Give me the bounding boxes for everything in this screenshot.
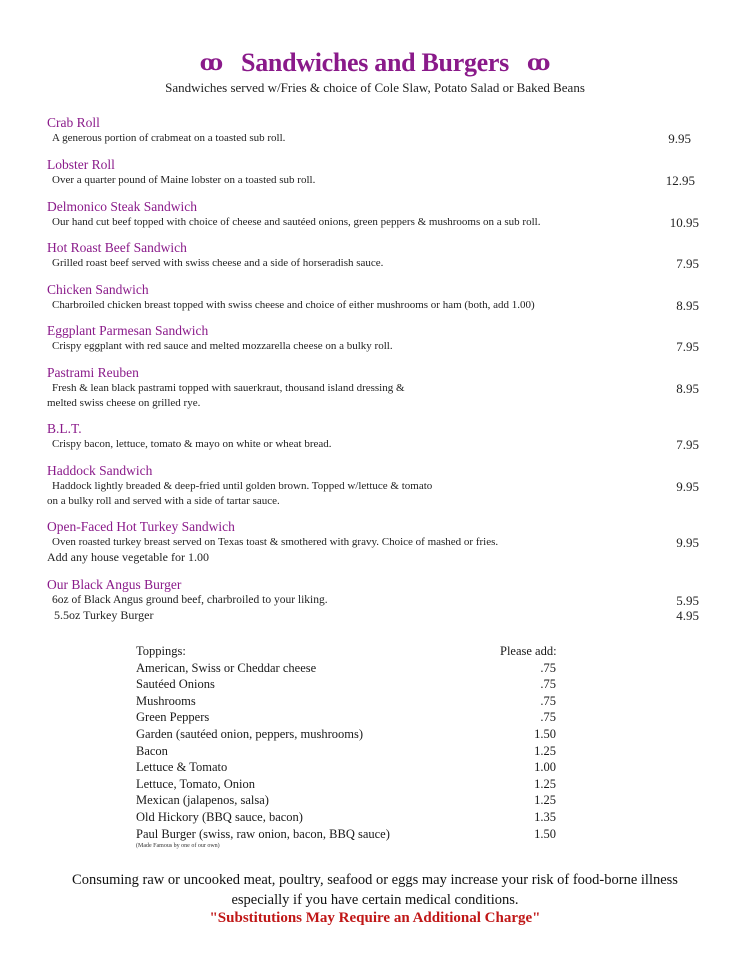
item-description: Grilled roast beef served with swiss cheese and a side of horseradish sauce.	[52, 257, 384, 269]
item-name: Lobster Roll	[47, 157, 115, 172]
item-price: 7.95	[676, 339, 699, 354]
item-description: Fresh & lean black pastrami topped with sauerkraut, thousand island dressing &	[52, 382, 405, 394]
topping-row	[136, 826, 566, 843]
item-description: Crispy eggplant with red sauce and melted mozzarella cheese on a bulky roll.	[52, 340, 393, 352]
item-description: Charbroiled chicken breast topped with swiss cheese and choice of either mushrooms or ham (both, add 1.00)	[52, 299, 535, 311]
menu-item-crab-roll	[47, 115, 707, 146]
topping-row	[136, 709, 566, 726]
topping-price: 1.50	[534, 826, 556, 841]
item-name: Haddock Sandwich	[47, 463, 153, 478]
topping-price: .75	[540, 710, 556, 725]
topping-name: Sautéed Onions	[136, 677, 215, 692]
topping-price: 1.50	[534, 726, 556, 741]
menu-item-haddock-sandwich	[47, 463, 707, 509]
topping-price: .75	[540, 677, 556, 692]
topping-price: 1.00	[534, 760, 556, 775]
item-description: Oven roasted turkey breast served on Texas toast & smothered with gravy. Choice of mashed or fries.	[52, 536, 499, 548]
turkey-burger-name: 5.5oz Turkey Burger	[54, 608, 154, 622]
substitutions-notice: "Substitutions May Require an Additional Charge"	[209, 910, 541, 926]
topping-row	[136, 743, 566, 760]
topping-name: Green Peppers	[136, 710, 210, 725]
topping-row	[136, 776, 566, 793]
topping-name: Paul Burger (swiss, raw onion, bacon, BBQ sauce)	[136, 826, 390, 841]
please-add-heading: Please add:	[500, 644, 557, 658]
topping-name: Lettuce & Tomato	[136, 760, 228, 775]
menu-item-pastrami-reuben	[47, 365, 707, 411]
topping-row	[136, 759, 566, 776]
topping-name: American, Swiss or Cheddar cheese	[136, 660, 317, 675]
topping-price: 1.35	[534, 809, 556, 824]
topping-row	[136, 809, 566, 826]
menu-item-lobster-roll	[47, 157, 707, 188]
item-description-continued: on a bulky roll and served with a side of tartar sauce.	[47, 495, 280, 507]
item-description: Haddock lightly breaded & deep-fried until golden brown. Topped w/lettuce & tomato	[52, 480, 433, 492]
item-name: Crab Roll	[47, 115, 100, 130]
topping-name: Mushrooms	[136, 693, 196, 708]
item-name: Eggplant Parmesan Sandwich	[47, 323, 209, 338]
item-name: Our Black Angus Burger	[47, 577, 182, 592]
topping-name: Lettuce, Tomato, Onion	[136, 776, 256, 791]
menu-item-delmonico-steak	[47, 199, 707, 230]
toppings-header	[136, 643, 566, 660]
item-name: Open-Faced Hot Turkey Sandwich	[47, 519, 235, 534]
item-price: 7.95	[676, 437, 699, 452]
item-price: 7.95	[676, 256, 699, 271]
warning-line-1: Consuming raw or uncooked meat, poultry, seafood or eggs may increase your risk of food-borne illness	[72, 872, 678, 888]
item-price: 9.95	[676, 479, 699, 494]
item-name: Chicken Sandwich	[47, 282, 149, 297]
food-safety-warning	[0, 870, 750, 910]
item-description: Over a quarter pound of Maine lobster on a toasted sub roll.	[52, 174, 316, 186]
item-price: 8.95	[676, 381, 699, 396]
toppings-heading: Toppings:	[136, 644, 186, 658]
menu-item-black-angus-burger	[47, 577, 707, 623]
item-price: 5.95	[676, 593, 699, 608]
item-price: 12.95	[665, 173, 695, 188]
topping-row	[136, 676, 566, 693]
item-price: 9.95	[668, 131, 691, 146]
warning-line-2: especially if you have certain medical conditions.	[231, 892, 519, 908]
topping-name: Garden (sautéed onion, peppers, mushrooms)	[136, 726, 364, 741]
menu-item-hot-turkey	[47, 519, 707, 565]
item-name: B.L.T.	[47, 421, 82, 436]
topping-row	[136, 792, 566, 809]
topping-price: 1.25	[534, 776, 556, 791]
toppings-section	[136, 643, 566, 850]
item-description: Our hand cut beef topped with choice of cheese and sautéed onions, green peppers & mushrooms on a sub roll.	[52, 216, 541, 228]
item-description: Crispy bacon, lettuce, tomato & mayo on white or wheat bread.	[52, 438, 332, 450]
menu-item-chicken-sandwich	[47, 282, 707, 313]
ornament-right-icon: ꝏ	[526, 50, 551, 75]
topping-name: Mexican (jalapenos, salsa)	[136, 793, 269, 808]
topping-row	[136, 726, 566, 743]
item-description-continued: melted swiss cheese on grilled rye.	[47, 397, 201, 409]
topping-name: Old Hickory (BBQ sauce, bacon)	[136, 809, 303, 824]
item-name: Pastrami Reuben	[47, 365, 139, 380]
topping-price: .75	[540, 660, 556, 675]
topping-price: .75	[540, 693, 556, 708]
paul-burger-footnote: (Made Famous by one of our own)	[136, 843, 220, 850]
turkey-burger-price: 4.95	[676, 608, 699, 623]
menu-item-hot-roast-beef	[47, 240, 707, 271]
page-title: Sandwiches and Burgers	[241, 48, 509, 77]
title-row	[0, 48, 750, 78]
item-addon-note: Add any house vegetable for 1.00	[47, 550, 209, 564]
topping-price: 1.25	[534, 793, 556, 808]
item-name: Hot Roast Beef Sandwich	[47, 240, 187, 255]
menu-item-blt	[47, 421, 707, 452]
topping-row	[136, 660, 566, 677]
menu-item-eggplant-parmesan	[47, 323, 707, 354]
item-price: 10.95	[669, 215, 699, 230]
topping-row	[136, 693, 566, 710]
item-description: 6oz of Black Angus ground beef, charbroiled to your liking.	[52, 594, 328, 606]
page-subtitle: Sandwiches served w/Fries & choice of Cole Slaw, Potato Salad or Baked Beans	[165, 80, 585, 95]
item-price: 8.95	[676, 298, 699, 313]
item-name: Delmonico Steak Sandwich	[47, 199, 197, 214]
topping-name: Bacon	[136, 743, 168, 758]
item-description: A generous portion of crabmeat on a toasted sub roll.	[52, 132, 286, 144]
topping-price: 1.25	[534, 743, 556, 758]
item-price: 9.95	[676, 535, 699, 550]
ornament-left-icon: ꝏ	[199, 50, 224, 75]
